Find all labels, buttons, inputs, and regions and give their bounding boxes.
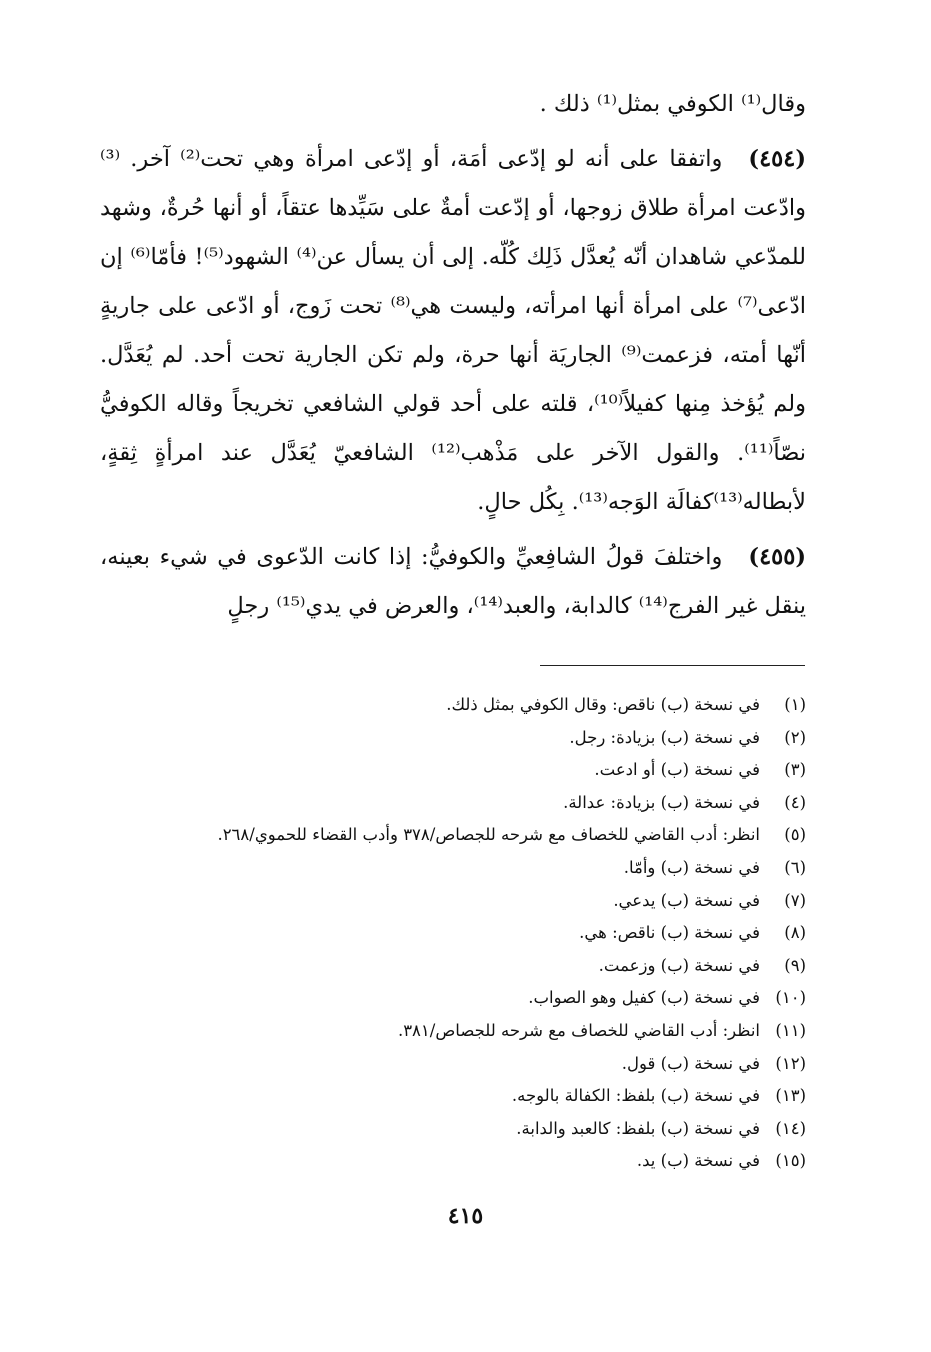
footnote xyxy=(116,885,806,918)
footnote-text: في نسخة (ب) بلفظ: كالعبد والدابة. xyxy=(516,1118,760,1138)
footnote xyxy=(116,689,806,722)
footnote-number: (١٥) xyxy=(775,1151,806,1171)
footnote xyxy=(116,819,806,852)
footnote-number: (١٣) xyxy=(775,1086,806,1106)
footnote xyxy=(116,1113,806,1146)
footnote-divider xyxy=(540,665,805,666)
footnote-number: (١٠) xyxy=(775,988,806,1008)
footnote-text: في نسخة (ب) قول. xyxy=(621,1053,760,1073)
footnote xyxy=(116,852,806,885)
footnote-text: في نسخة (ب) يد. xyxy=(636,1151,760,1171)
footnote-number: (٨) xyxy=(784,923,806,943)
footnote-text: في نسخة (ب) بلفظ: الكفالة بالوجه. xyxy=(511,1086,760,1106)
footnote-number: (٩) xyxy=(784,955,806,975)
footnote xyxy=(116,1080,806,1113)
paragraph-number: (٤٥٥) xyxy=(748,544,806,570)
footnote-text: في نسخة (ب) بزيادة: عدالة. xyxy=(563,792,760,812)
footnote-number: (١٢) xyxy=(775,1053,806,1073)
footnote-number: (٣) xyxy=(784,760,806,780)
footnote xyxy=(116,787,806,820)
footnote xyxy=(116,722,806,755)
paragraph-455 xyxy=(100,533,806,631)
footnote-number: (٧) xyxy=(784,890,806,910)
footnote xyxy=(116,1048,806,1081)
paragraph-continuation xyxy=(100,80,806,129)
footnote xyxy=(116,982,806,1015)
page-number: ٤١٥ xyxy=(447,1203,484,1229)
footnotes xyxy=(116,689,806,1178)
footnote-number: (٢) xyxy=(784,727,806,747)
footnote xyxy=(116,754,806,787)
footnote-number: (١) xyxy=(784,695,806,714)
footnote-text: في نسخة (ب) بزيادة: رجل. xyxy=(569,727,760,747)
footnote-text: انظر: أدب القاضي للخصاف مع شرحه للجصاص/٣٨١. xyxy=(397,1020,760,1040)
footnote-text: انظر: أدب القاضي للخصاف مع شرحه للجصاص/٣٧٨ وأدب القضاء للحموي/٢٦٨. xyxy=(217,825,760,845)
paragraph-text: وقال⁽¹⁾ الكوفي بمثل⁽¹⁾ ذلك . xyxy=(539,91,806,117)
paragraph-454 xyxy=(100,135,806,527)
footnote-number: (١١) xyxy=(775,1020,806,1040)
footnote xyxy=(116,917,806,950)
paragraph-text: واختلفَ قولُ الشافِعيِّ والكوفيُّ: إذا كانت الدّعوى في شيء بعينه، ينقل غير الفرج⁽¹⁴⁾ كالدابة، والعبد⁽¹⁴⁾، والعرض في يدي⁽¹⁵⁾ رجلٍ xyxy=(100,544,806,619)
footnote-text: في نسخة (ب) يدعي. xyxy=(613,890,760,910)
footnote xyxy=(116,1015,806,1048)
paragraph-text: واتفقا على أنه لو إدّعى أمَة، أو إدّعى امرأة وهي تحت⁽²⁾ آخر. ⁽³⁾وادّعت امرأة طلاق زوجها، أو إدّعت أمةٌ على سَيِّدها عتقاً، أو أنها حُرةٌ، وشهد للمدّعي شاهدان أنّه يُعدَّل ذَلِك كُلّه. إلى أن يسأل عن⁽⁴⁾ الشهود⁽⁵⁾! فأمّا⁽⁶⁾ إن ادّعى⁽⁷⁾ على امرأة أنها امرأته، وليست هي⁽⁸⁾ تحت زَوج، أو ادّعى على جاريةٍ أنّها أمته، فزعمت⁽⁹⁾ الجاريَة أنها حرة، ولم تكن الجارية تحت أحد. لم يُعَدَّل. ولم يُؤخذ مِنها كفيلاً⁽¹⁰⁾، قلته على أحد قولي الشافعي تخريجاً وقاله الكوفيُّ نصّاً⁽¹¹⁾. والقول الآخر على مَذْهب⁽¹²⁾ الشافعيّ يُعَدَّل عند امرأةٍ ثِقةٍ، لأبطاله⁽¹³⁾كفالَة الوَجه⁽¹³⁾. بِكُل حالٍ. xyxy=(100,146,807,515)
footnote xyxy=(116,950,806,983)
footnote-text: في نسخة (ب) كفيل وهو الصواب. xyxy=(528,988,760,1008)
footnote-number: (٤) xyxy=(784,792,806,812)
footnote-text: في نسخة (ب) أو ادعت. xyxy=(594,760,760,780)
footnote-text: في نسخة (ب) وزعمت. xyxy=(598,955,760,975)
main-text xyxy=(100,80,806,631)
footnote-text: في نسخة (ب) وأمّا. xyxy=(623,857,760,877)
footnote-text: في نسخة (ب) ناقص: هي. xyxy=(579,923,760,943)
footnote xyxy=(116,1145,806,1178)
footnote-number: (٥) xyxy=(784,825,806,845)
paragraph-number: (٤٥٤) xyxy=(748,146,806,172)
footnote-number: (٦) xyxy=(784,857,806,877)
footnote-number: (١٤) xyxy=(775,1118,806,1138)
footnote-text: في نسخة (ب) ناقص: وقال الكوفي بمثل ذلك. xyxy=(446,695,760,714)
